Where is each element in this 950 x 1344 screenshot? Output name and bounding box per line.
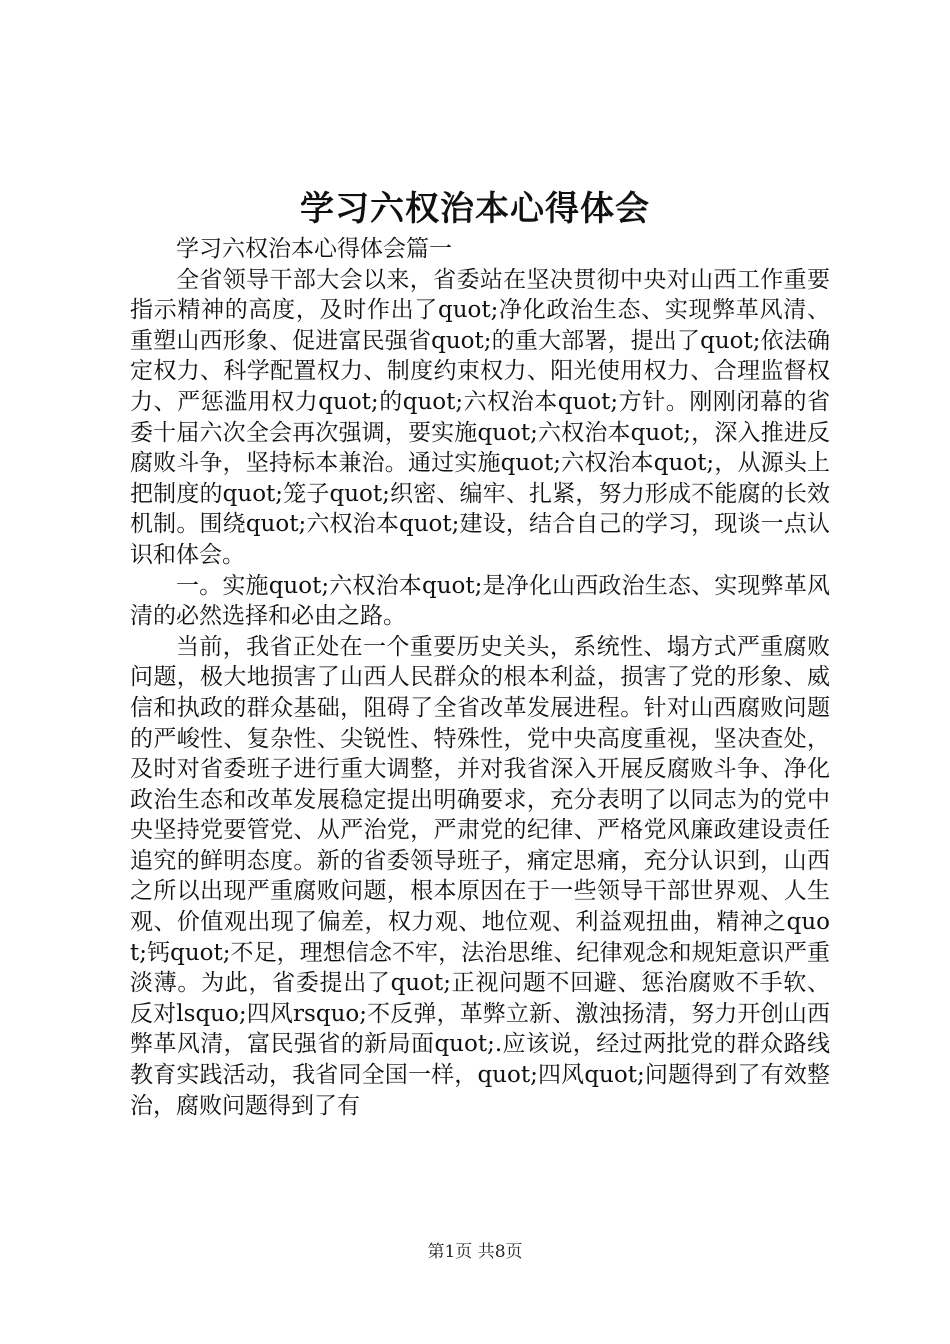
paragraph-subtitle: 学习六权治本心得体会篇一 (176, 236, 452, 262)
document-body (130, 234, 830, 1121)
document-title: 学习六权治本心得体会 (300, 189, 650, 229)
paragraph: 全省领导干部大会以来，省委站在坚决贯彻中央对山西工作重要指示精神的高度，及时作出了quot;净化政治生态、实现弊革风清、重塑山西形象、促进富民强省quot;的重大部署，提出了quot;依法确定权力、科学配置权力、制度约束权力、阳光使用权力、合理监督权力、严惩滥用权力quot;的quot;六权治本quot;方针。刚刚闭幕的省委十届六次全会再次强调，要实施quot;六权治本quot;，深入推进反腐败斗争，坚持标本兼治。通过实施quot;六权治本quot;，从源头上把制度的quot;笼子quot;织密、编牢、扎紧，努力形成不能腐的长效机制。围绕quot;六权治本quot;建设，结合自己的学习，现谈一点认识和体会。 (130, 266, 830, 568)
paragraph: 当前，我省正处在一个重要历史关头，系统性、塌方式严重腐败问题，极大地损害了山西人民群众的根本利益，损害了党的形象、威信和执政的群众基础，阻碍了全省改革发展进程。针对山西腐败问题的严峻性、复杂性、尖锐性、特殊性，党中央高度重视，坚决查处，及时对省委班子进行重大调整，并对我省深入开展反腐败斗争、净化政治生态和改革发展稳定提出明确要求，充分表明了以同志为的党中央坚持党要管党、从严治党，严肃党的纪律、严格党风廉政建设责任追究的鲜明态度。新的省委领导班子，痛定思痛，充分认识到，山西之所以出现严重腐败问题，根本原因在于一些领导干部世界观、人生观、价值观出现了偏差，权力观、地位观、利益观扭曲，精神之quot;钙quot;不足，理想信念不牢，法治思维、纪律观念和规矩意识严重淡薄。为此，省委提出了quot;正视问题不回避、惩治腐败不手软、反对lsquo;四风rsquo;不反弹，革弊立新、激浊扬清，努力开创山西弊革风清，富民强省的新局面quot;.应该说，经过两批党的群众路线教育实践活动，我省同全国一样，quot;四风quot;问题得到了有效整治，腐败问题得到了有 (130, 633, 830, 1119)
paragraph-section-heading: 一。实施quot;六权治本quot;是净化山西政治生态、实现弊革风清的必然选择和必由之路。 (130, 572, 830, 630)
page-footer: 第1页 共8页 (427, 1242, 523, 1262)
